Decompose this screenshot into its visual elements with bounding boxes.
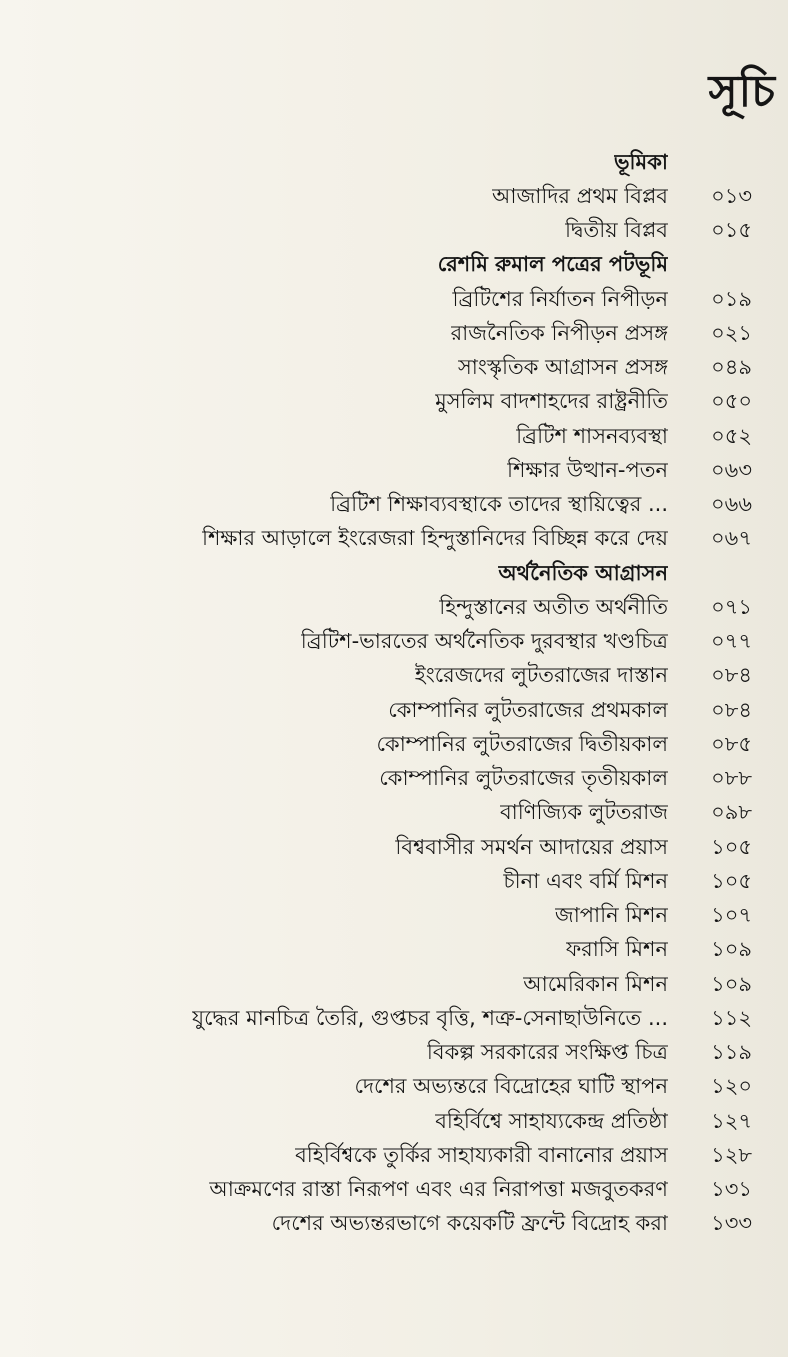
entry-title: বহির্বিশ্বকে তুর্কির সাহায্যকারী বানানোর প্রয়াস	[295, 1142, 668, 1167]
entry-page-number: ০৮৪	[711, 663, 752, 688]
entry-page-number: ১০৯	[711, 971, 752, 996]
entry-page-number: ১১৯	[711, 1040, 752, 1065]
entry-title: ব্রিটিশ শাসনব্যবস্থা	[516, 423, 668, 448]
entry-title: দ্বিতীয় বিপ্লব	[564, 218, 668, 243]
toc-entry	[12, 968, 752, 1002]
entry-title: ব্রিটিশ শিক্ষাব্যবস্থাকে তাদের স্থায়িত্বের ...	[330, 492, 668, 517]
entry-page-number: ০৭৭	[711, 629, 752, 654]
entry-page-number: ০৬৬	[711, 492, 752, 517]
entry-title: বিকল্প সরকারের সংক্ষিপ্ত চিত্র	[426, 1040, 668, 1065]
entry-title: মুসলিম বাদশাহদের রাষ্ট্রনীতি	[435, 389, 668, 414]
entry-title: কোম্পানির লুটতরাজের প্রথমকাল	[388, 697, 668, 722]
entry-page-number: ১২০	[711, 1074, 752, 1099]
entry-page-number: ০১৩	[711, 183, 752, 208]
entry-title: বিশ্ববাসীর সমর্থন আদায়ের প্রয়াস	[395, 834, 668, 859]
entry-page-number: ০৪৯	[711, 355, 752, 380]
toc-entry	[12, 934, 752, 968]
entry-title: আজাদির প্রথম বিপ্লব	[492, 183, 668, 208]
toc-entry	[12, 1105, 752, 1139]
entry-title: শিক্ষার উত্থান-পতন	[507, 457, 668, 482]
entry-title: রাজনৈতিক নিপীড়ন প্রসঙ্গ	[450, 320, 668, 345]
entry-title: যুদ্ধের মানচিত্র তৈরি, গুপ্তচর বৃত্তি, শত্রু-সেনাছাউনিতে ...	[191, 1005, 668, 1030]
toc-entry	[12, 1002, 752, 1036]
entry-title: দেশের অভ্যন্তরে বিদ্রোহের ঘাটি স্থাপন	[354, 1074, 668, 1099]
entry-title: সাংস্কৃতিক আগ্রাসন প্রসঙ্গ	[457, 355, 668, 380]
entry-title: কোম্পানির লুটতরাজের তৃতীয়কাল	[379, 766, 668, 791]
entry-page-number: ১৩১	[711, 1177, 752, 1202]
toc-entry	[12, 831, 752, 865]
entry-page-number: ১২৭	[711, 1108, 752, 1133]
toc-entry	[12, 763, 752, 797]
section-heading	[12, 249, 752, 283]
entry-page-number: ০৫০	[711, 389, 752, 414]
toc-entry	[12, 797, 752, 831]
entry-title: বাণিজ্যিক লুটতরাজ	[499, 800, 668, 825]
toc-entry	[12, 1139, 752, 1173]
toc-entry	[12, 900, 752, 934]
section-heading	[12, 146, 752, 180]
entry-page-number: ০২১	[711, 320, 752, 345]
toc-entry	[12, 317, 752, 351]
toc-entry	[12, 694, 752, 728]
entry-title: হিন্দুস্তানের অতীত অর্থনীতি	[439, 594, 668, 619]
entry-title: ফরাসি মিশন	[565, 937, 668, 962]
toc-entry	[12, 1208, 752, 1242]
entry-title: শিক্ষার আড়ালে ইংরেজরা হিন্দুস্তানিদের বিচ্ছিন্ন করে দেয়	[201, 526, 668, 551]
entry-title: ব্রিটিশ-ভারতের অর্থনৈতিক দুরবস্থার খণ্ডচিত্র	[300, 629, 668, 654]
entry-page-number: ০৬৩	[711, 457, 752, 482]
entry-page-number: ১২৮	[711, 1142, 752, 1167]
toc-entry	[12, 865, 752, 899]
section-heading-text: অর্থনৈতিক আগ্রাসন	[498, 560, 668, 585]
entry-page-number: ০৬৭	[711, 526, 752, 551]
toc-entry	[12, 1174, 752, 1208]
entry-title: ইংরেজদের লুটতরাজের দাস্তান	[414, 663, 668, 688]
toc-entry	[12, 626, 752, 660]
section-heading-text: রেশমি রুমাল পত্রের পটভূমি	[437, 252, 668, 277]
entry-page-number: ১৩৩	[711, 1211, 752, 1236]
toc-entry	[12, 1037, 752, 1071]
toc-entry	[12, 591, 752, 625]
page-title: সূচি	[708, 66, 776, 117]
entry-title: আমেরিকান মিশন	[523, 971, 668, 996]
toc-entry	[12, 489, 752, 523]
toc-entry	[12, 1071, 752, 1105]
entry-page-number: ০৮৫	[711, 731, 752, 756]
entry-page-number: ০১৫	[711, 218, 752, 243]
table-of-contents	[12, 146, 752, 1242]
entry-page-number: ১০৫	[711, 834, 752, 859]
entry-title: ব্রিটিশের নির্যাতন নিপীড়ন	[452, 286, 668, 311]
entry-page-number: ০৯৮	[711, 800, 752, 825]
section-heading-text: ভূমিকা	[613, 149, 668, 174]
entry-page-number: ০৮৪	[711, 697, 752, 722]
entry-page-number: ১০৭	[711, 903, 752, 928]
entry-title: দেশের অভ্যন্তরভাগে কয়েকটি ফ্রন্টে বিদ্রোহ করা	[271, 1211, 668, 1236]
entry-page-number: ১০৯	[711, 937, 752, 962]
toc-entry	[12, 728, 752, 762]
toc-entry	[12, 454, 752, 488]
entry-page-number: ০৫২	[711, 423, 752, 448]
toc-entry	[12, 420, 752, 454]
toc-entry	[12, 352, 752, 386]
toc-entry	[12, 386, 752, 420]
entry-title: চীনা এবং বর্মি মিশন	[503, 868, 668, 893]
entry-page-number: ০১৯	[711, 286, 752, 311]
entry-title: বহির্বিশ্বে সাহায্যকেন্দ্র প্রতিষ্ঠা	[435, 1108, 668, 1133]
toc-entry	[12, 215, 752, 249]
entry-page-number: ০৮৮	[711, 766, 752, 791]
toc-entry	[12, 523, 752, 557]
entry-title: কোম্পানির লুটতরাজের দ্বিতীয়কাল	[376, 731, 668, 756]
toc-entry	[12, 180, 752, 214]
entry-title: আক্রমণের রাস্তা নিরূপণ এবং এর নিরাপত্তা মজবুতকরণ	[209, 1177, 668, 1202]
entry-title: জাপানি মিশন	[554, 903, 668, 928]
entry-page-number: ১০৫	[711, 868, 752, 893]
section-heading	[12, 557, 752, 591]
toc-entry	[12, 283, 752, 317]
toc-entry	[12, 660, 752, 694]
entry-page-number: ১১২	[711, 1005, 752, 1030]
entry-page-number: ০৭১	[711, 594, 752, 619]
